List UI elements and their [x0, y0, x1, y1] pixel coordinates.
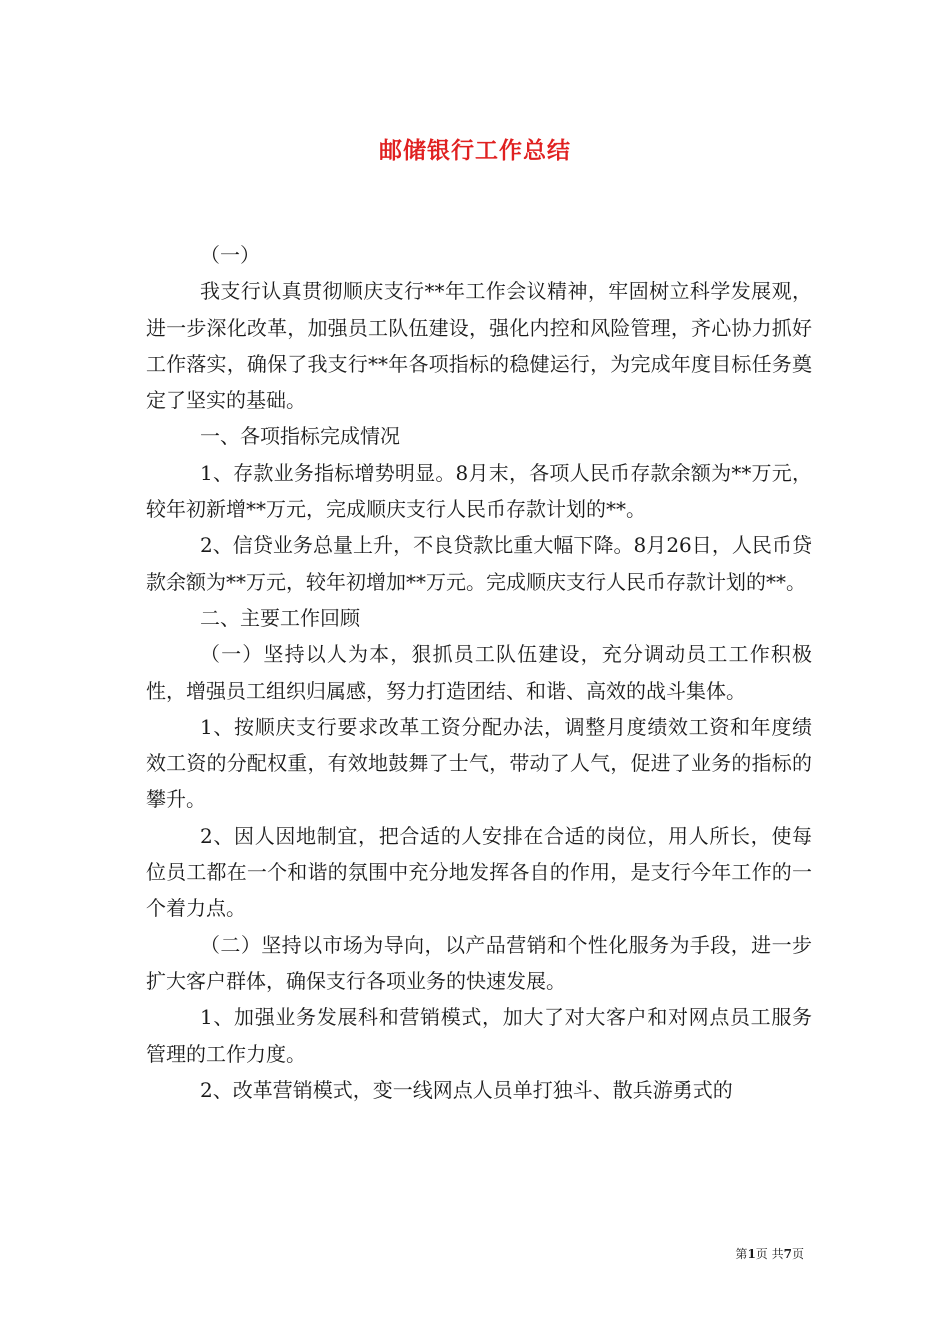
- paragraph-marketing-reform: 2、改革营销模式，变一线网点人员单打独斗、散兵游勇式的: [200, 1077, 733, 1102]
- page-middle: 页 共: [755, 1247, 784, 1261]
- paragraph-section-marker: （一）: [200, 243, 260, 267]
- page-suffix: 页: [791, 1247, 804, 1261]
- paragraph-staff-placement: 2、因人因地制宜，把合适的人安排在合适的岗位，用人所长，使每位员工都在一个和谐的氛围中充分地发挥各自的作用，是支行今年工作的一个着力点。: [146, 823, 812, 921]
- heading-indicators: 一、各项指标完成情况: [200, 424, 400, 449]
- paragraph-people-first: （一）坚持以人为本，狠抓员工队伍建设，充分调动员工工作积极性，增强员工组织归属感，努力打造团结、和谐、高效的战斗集体。: [146, 642, 812, 703]
- paragraph-salary-reform: 1、按顺庆支行要求改革工资分配办法，调整月度绩效工资和年度绩效工资的分配权重，有效地鼓舞了士气，带动了人气，促进了业务的指标的攀升。: [146, 714, 812, 812]
- total-pages: 7: [783, 1247, 792, 1261]
- heading-work-review: 二、主要工作回顾: [200, 605, 360, 630]
- paragraph-market-oriented: （二）坚持以市场为导向，以产品营销和个性化服务为手段，进一步扩大客户群体，确保支行各项业务的快速发展。: [146, 932, 812, 993]
- paragraph-deposits: 1、存款业务指标增势明显。8月末，各项人民币存款余额为**万元，较年初新增**万元，完成顺庆支行人民币存款计划的**。: [146, 460, 812, 522]
- current-page: 1: [747, 1247, 756, 1261]
- page-number: [735, 1245, 804, 1262]
- paragraph-loans: 2、信贷业务总量上升，不良贷款比重大幅下降。8月26日，人民币贷款余额为**万元，较年初增加**万元。完成顺庆支行人民币存款计划的**。: [146, 533, 812, 594]
- page-prefix: 第: [735, 1247, 748, 1261]
- paragraph-business-development: 1、加强业务发展科和营销模式，加大了对大客户和对网点员工服务管理的工作力度。: [146, 1005, 812, 1066]
- paragraph-intro: 我支行认真贯彻顺庆支行**年工作会议精神，牢固树立科学发展观，进一步深化改革，加强员工队伍建设，强化内控和风险管理，齐心协力抓好工作落实，确保了我支行**年各项指标的稳健运行，为完成年度目标任务奠定了坚实的基础。: [146, 279, 812, 413]
- document-body: [146, 237, 812, 1108]
- document-title: 邮储银行工作总结: [379, 137, 571, 164]
